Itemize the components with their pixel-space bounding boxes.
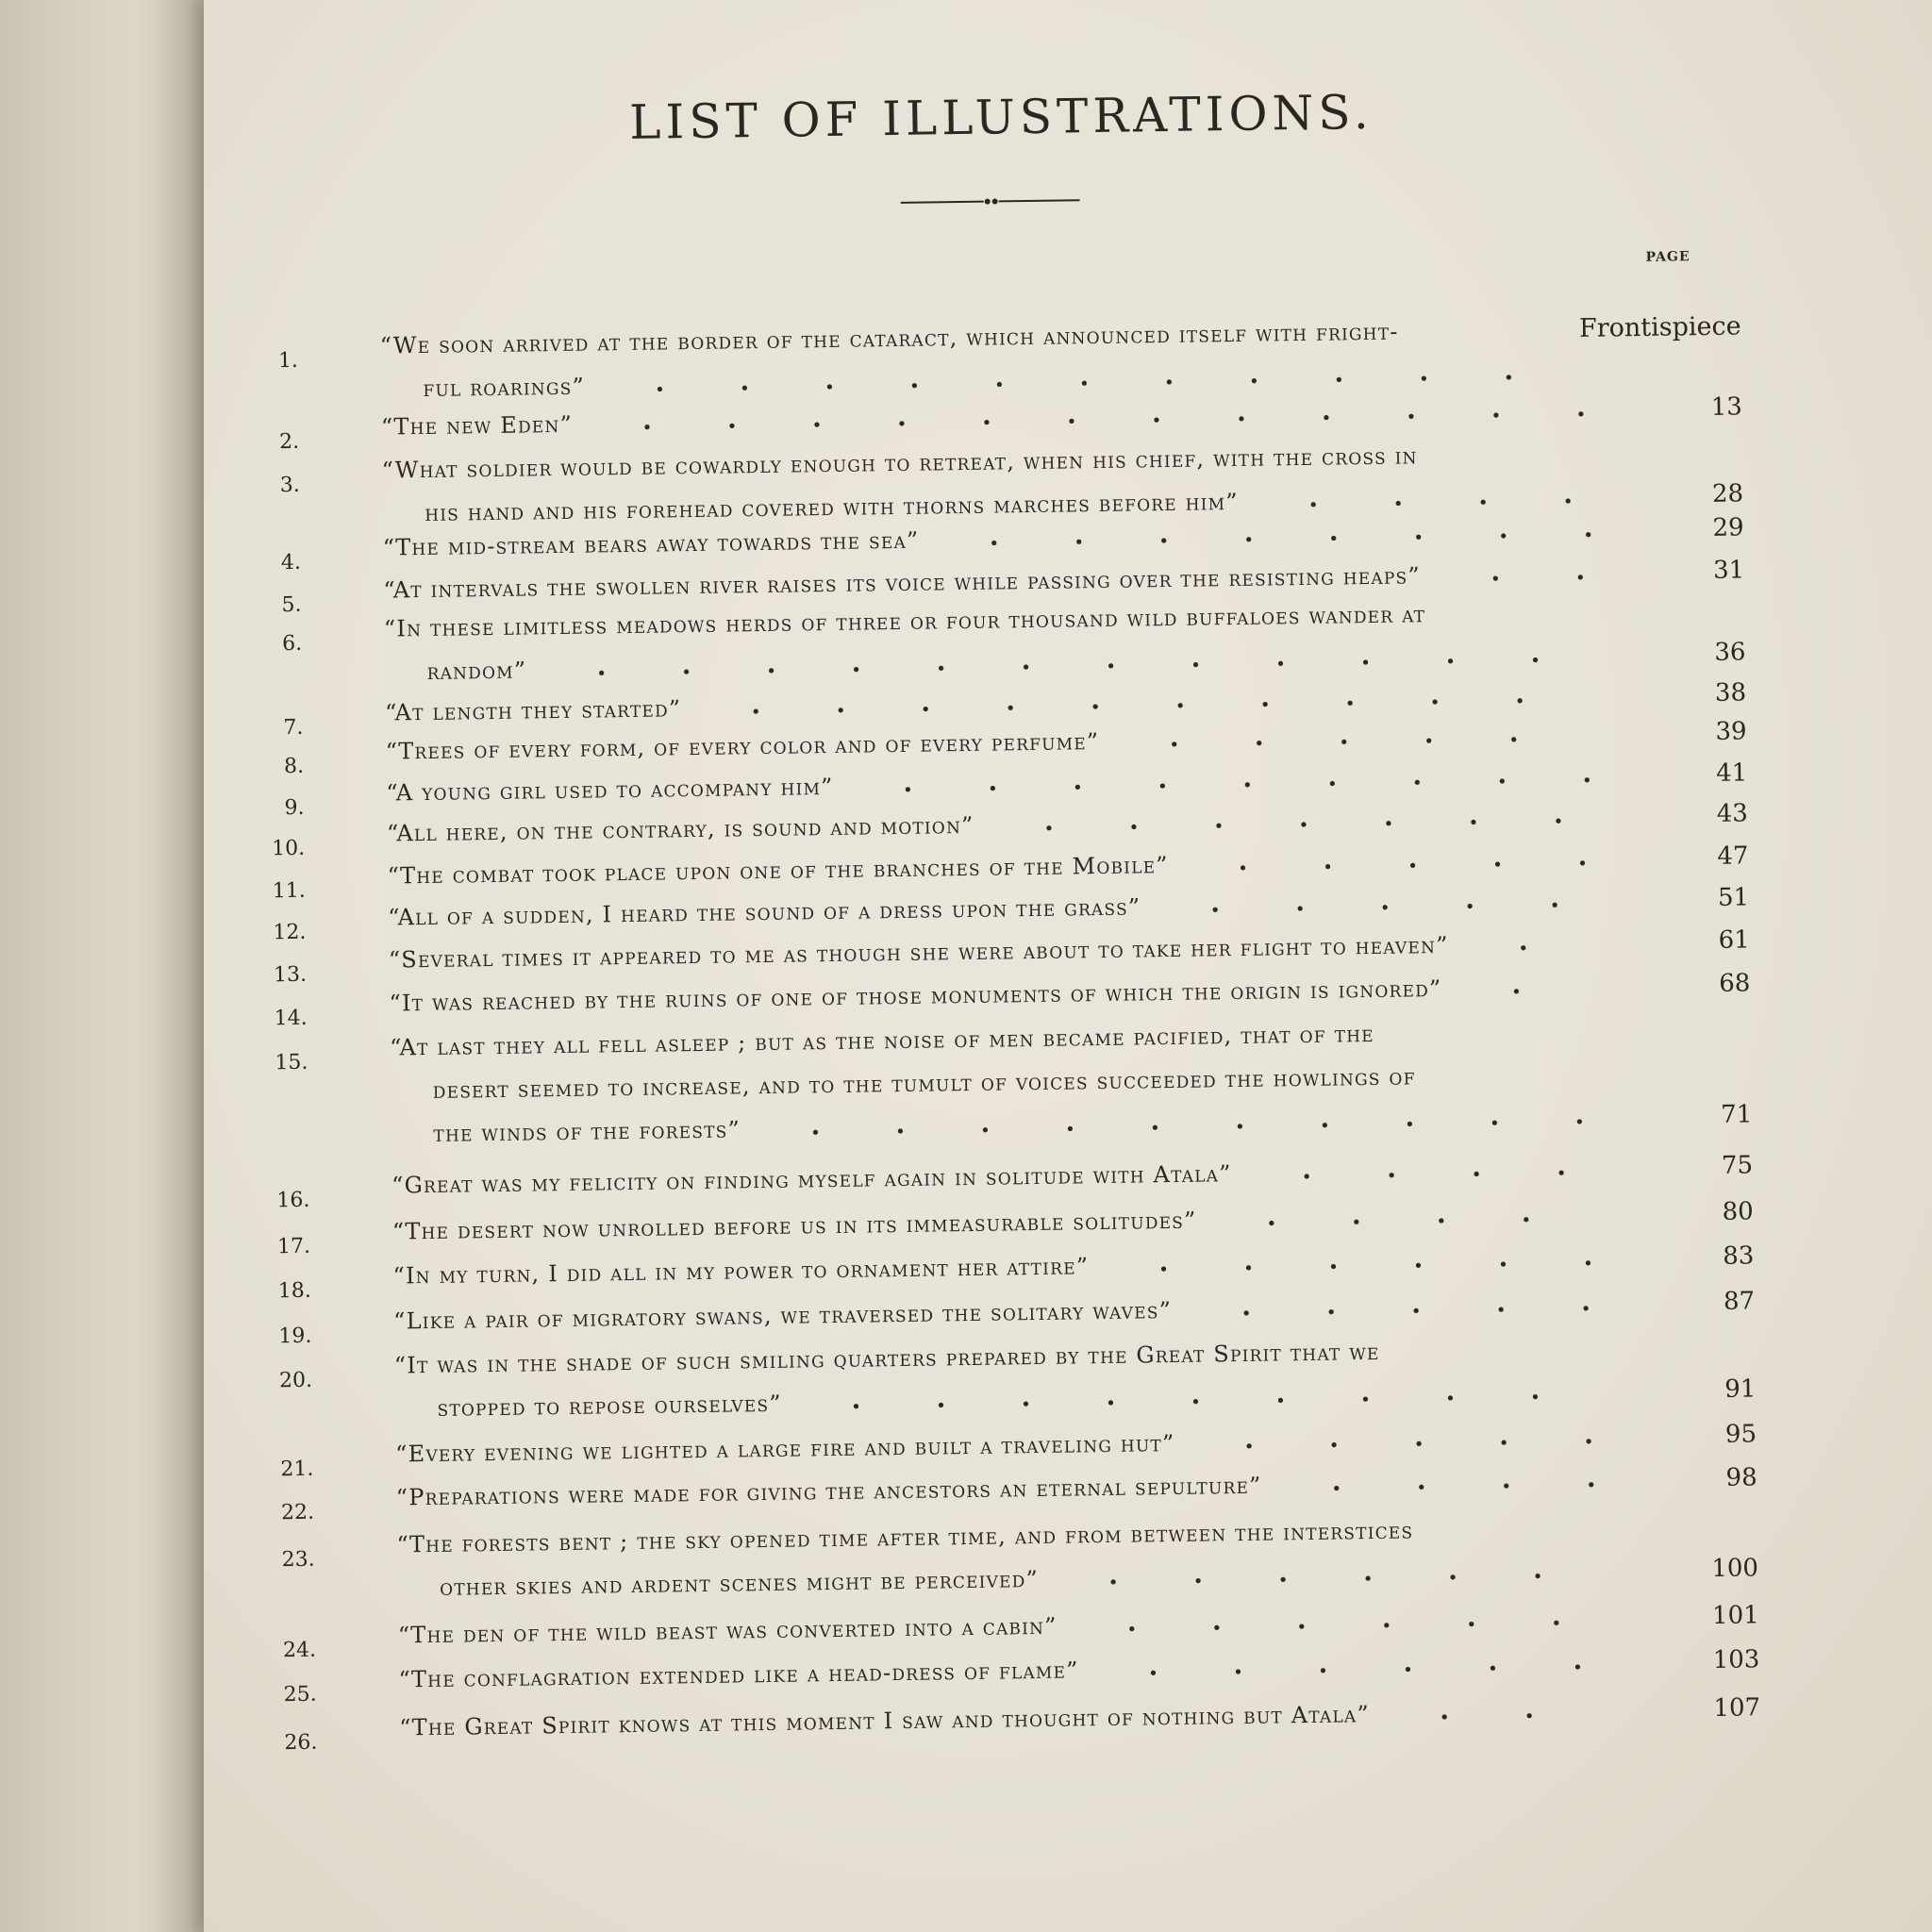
entry-number: 14. — [274, 1006, 308, 1031]
caption-text: “All of a sudden, I heard the sound of a dress upon the grass” — [388, 893, 1141, 931]
illustration-entry — [8, 1517, 1932, 1601]
entry-number: 8. — [283, 754, 305, 779]
dot-leader — [1102, 1259, 1602, 1274]
entry-number: 26. — [284, 1730, 318, 1756]
entry-number: 7. — [283, 715, 304, 741]
caption-text: “Preparations were made for giving the ancestors an eternal sepulture” — [395, 1472, 1262, 1511]
entry-number: 24. — [282, 1638, 317, 1663]
caption-text: “Several times it appeared to me as though she were about to take her flight to heaven” — [388, 931, 1449, 974]
entry-caption-line — [398, 1652, 1607, 1691]
caption-text: “In my turn, I did all in my power to ornament her attire” — [392, 1253, 1090, 1290]
caption-text: other skies and ardent scenes might be perceived” — [439, 1565, 1040, 1601]
entry-caption-line — [387, 806, 1596, 845]
caption-text: “The forests bent ; the sky opened time after time, and from between the interstices — [396, 1517, 1414, 1558]
entry-page-number: 91 — [1724, 1374, 1757, 1404]
caption-text: “In these limitless meadows herds of three or four thousand wild buffaloes wander at — [383, 601, 1426, 642]
entry-number: 18. — [277, 1278, 311, 1304]
dot-leader — [1210, 1215, 1602, 1228]
entry-page-number: 80 — [1722, 1197, 1754, 1226]
entry-page-number: 39 — [1715, 717, 1747, 746]
entry-page-number: 41 — [1715, 758, 1748, 788]
entry-page-number: 71 — [1720, 1100, 1753, 1129]
entry-caption-line — [389, 975, 1598, 1015]
entry-number: 15. — [275, 1050, 308, 1075]
dot-leader — [540, 656, 1593, 678]
dot-leader — [1245, 1169, 1601, 1181]
entry-page-number: 98 — [1725, 1463, 1757, 1492]
caption-text: “What soldier would be cowardly enough to retreat, when his chief, with the cross in — [381, 442, 1418, 484]
entry-page-number: 51 — [1717, 883, 1750, 912]
caption-text: “The desert now unrolled before us in its immeasurable solitudes” — [391, 1207, 1197, 1245]
entry-caption-line — [383, 562, 1592, 602]
entry-caption-line — [379, 318, 1399, 359]
entry-number: 16. — [276, 1188, 310, 1213]
page-column-header: PAGE — [1645, 249, 1690, 265]
dot-leader — [754, 1118, 1600, 1138]
dot-leader — [1071, 1619, 1607, 1634]
entry-caption-line — [381, 442, 1418, 484]
caption-text: “A young girl used to accompany him” — [386, 773, 834, 807]
dot-leader — [847, 776, 1596, 794]
caption-text: “Great was my felicity on finding myself again in solitude with Atala” — [391, 1160, 1232, 1199]
caption-text: “It was reached by the ruins of one of those monuments of which the origin is ignored” — [389, 974, 1442, 1017]
entry-number: 10. — [272, 836, 306, 861]
caption-text: desert seemed to increase, and to the tumult of voices succeeded the howlings of — [432, 1063, 1416, 1104]
entry-caption-line — [386, 724, 1595, 763]
caption-text: random” — [426, 657, 527, 685]
entry-page-number: 107 — [1713, 1693, 1761, 1724]
entry-caption-line — [385, 685, 1594, 724]
entry-page-number: 75 — [1721, 1151, 1754, 1180]
caption-text: “The Great Spirit knows at this moment I saw and thought of nothing but Atala” — [399, 1701, 1370, 1741]
entry-number: 6. — [281, 631, 303, 657]
caption-text: “At intervals the swollen river raises its voice while passing over the resisting heaps” — [383, 562, 1422, 604]
entry-caption-line — [383, 520, 1592, 559]
dot-leader — [1092, 1663, 1608, 1678]
entry-caption-line — [391, 1158, 1601, 1197]
entry-page-number: 47 — [1717, 841, 1749, 871]
entry-number: 19. — [278, 1324, 312, 1349]
dot-leader — [987, 817, 1595, 833]
entry-number: 25. — [283, 1682, 317, 1707]
entry-caption-line — [426, 644, 1593, 683]
entry-page-number: 61 — [1718, 925, 1750, 955]
caption-text: the winds of the forests” — [433, 1116, 741, 1147]
dot-leader — [1154, 901, 1597, 915]
dot-leader — [1188, 1438, 1604, 1451]
dot-leader — [1185, 1305, 1603, 1318]
caption-text: “Like a pair of migratory swans, we traversed the solitary waves” — [393, 1296, 1173, 1335]
entry-number: 17. — [276, 1234, 311, 1259]
caption-text: “Every evening we lighted a large fire and built a traveling hut” — [394, 1429, 1175, 1468]
entry-caption-line — [440, 1560, 1607, 1599]
entry-page-number: 43 — [1716, 799, 1749, 828]
entry-page-number: 28 — [1711, 479, 1744, 508]
entry-caption-line — [388, 890, 1597, 929]
caption-text: “We soon arrived at the border of the cataract, which announced itself with fright- — [379, 318, 1399, 359]
dot-leader — [1112, 735, 1594, 749]
page-title: LIST OF ILLUSTRATIONS. — [628, 84, 1374, 150]
dot-leader — [598, 373, 1590, 394]
entry-number: 13. — [273, 962, 308, 988]
entry-caption-line — [387, 848, 1596, 888]
caption-text: “The combat took place upon one of the branches of the Mobile” — [387, 851, 1169, 890]
entry-number: 2. — [279, 429, 300, 455]
entry-page-number: 29 — [1712, 513, 1744, 542]
caption-text: stopped to repose ourselves” — [437, 1390, 782, 1422]
entry-caption-line — [393, 1293, 1603, 1333]
entry-number: 20. — [278, 1368, 313, 1393]
entry-number: 1. — [277, 348, 299, 374]
dot-leader — [1275, 1481, 1606, 1493]
caption-text: “The mid-stream bears away towards the sea” — [382, 526, 920, 561]
entry-number: 22. — [280, 1500, 315, 1525]
illustration-entry — [0, 601, 1927, 685]
entry-caption-line — [433, 1065, 1416, 1102]
illustration-entry — [6, 1338, 1932, 1422]
dot-leader — [694, 696, 1594, 716]
illustration-entry — [0, 311, 1924, 402]
entry-caption-line — [392, 1248, 1602, 1288]
entry-caption-line — [399, 1700, 1608, 1740]
entry-caption-line — [398, 1607, 1607, 1647]
entry-page-number: 101 — [1711, 1601, 1759, 1631]
entry-page-number: 13 — [1710, 392, 1743, 422]
entry-page-number: 68 — [1719, 969, 1751, 998]
illustration-entry — [0, 392, 1924, 455]
dot-leader — [1182, 859, 1597, 873]
entry-number: 3. — [279, 473, 300, 498]
entry-caption-line — [389, 1020, 1375, 1061]
entry-number: 5. — [281, 592, 302, 618]
entry-number: 23. — [281, 1547, 315, 1573]
entry-page-number: 38 — [1714, 678, 1747, 708]
title-ornament — [901, 194, 1080, 208]
entry-caption-line — [381, 399, 1591, 439]
entry-caption-line — [437, 1381, 1604, 1420]
entry-caption-line — [395, 1426, 1605, 1466]
entry-page-number: Frontispiece — [1578, 311, 1741, 343]
entry-number: 11. — [272, 878, 306, 904]
entry-number: 9. — [284, 795, 305, 821]
entry-caption-line — [384, 603, 1426, 640]
entry-page-number: 36 — [1714, 638, 1746, 667]
illustration-entry — [1, 1020, 1932, 1147]
entry-caption-line — [393, 1338, 1380, 1379]
entry-caption-line — [425, 486, 1591, 525]
illustration-entry — [0, 442, 1925, 526]
entry-number: 12. — [273, 920, 307, 945]
caption-text: “All here, on the contrary, is sound and motion” — [386, 811, 974, 847]
caption-text: “It was in the shade of such smiling quarters prepared by the Great Spirit that we — [393, 1338, 1380, 1379]
dot-leader — [586, 410, 1591, 432]
caption-text: “At last they all fell asleep ; but as the noise of men became pacified, that of the — [389, 1020, 1375, 1061]
caption-text: “The den of the wild beast was converted into a cabin” — [397, 1612, 1058, 1649]
dot-leader — [1052, 1572, 1607, 1587]
entry-page-number: 100 — [1711, 1554, 1759, 1584]
entry-number: 4. — [280, 550, 302, 575]
dot-leader — [1252, 497, 1591, 509]
dot-leader — [932, 531, 1591, 548]
entry-caption-line — [389, 932, 1598, 972]
entry-page-number: 103 — [1712, 1645, 1760, 1675]
caption-text: “At length they started” — [384, 695, 682, 726]
dot-leader — [795, 1392, 1604, 1411]
caption-text: his hand and his forehead covered with thorns marches before him” — [425, 488, 1239, 526]
entry-page-number: 95 — [1724, 1420, 1757, 1449]
entry-caption-line — [392, 1204, 1602, 1243]
entry-caption-line — [396, 1519, 1413, 1556]
entry-caption-line — [433, 1107, 1600, 1145]
caption-text: “Trees of every form, of every color and of every perfume” — [385, 728, 1100, 765]
caption-text: “The new Eden” — [380, 410, 574, 441]
entry-caption-line — [423, 361, 1590, 400]
entry-page-number: 31 — [1712, 556, 1745, 585]
caption-text: “The conflagration extended like a head-dress of flame” — [398, 1657, 1079, 1693]
illustration-entry — [0, 556, 1926, 618]
entry-page-number: 83 — [1723, 1241, 1755, 1271]
entry-page-number: 87 — [1723, 1287, 1756, 1316]
caption-text: ful roarings” — [423, 373, 586, 402]
entry-caption-line — [386, 765, 1595, 805]
entry-caption-line — [396, 1470, 1606, 1509]
entry-number: 21. — [280, 1457, 314, 1482]
